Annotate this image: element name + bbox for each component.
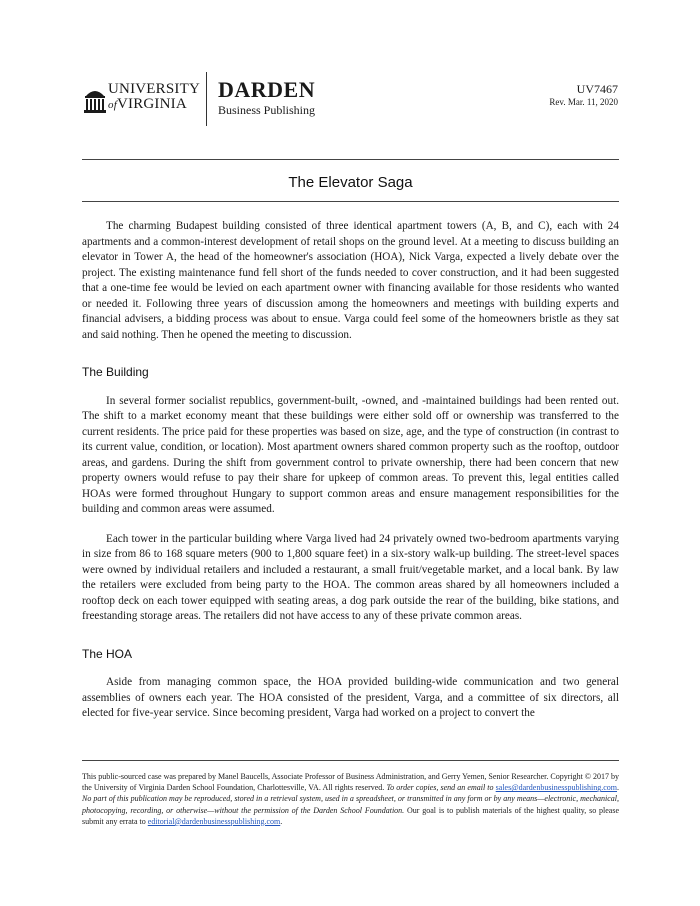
page-title: The Elevator Saga	[288, 174, 413, 191]
section-heading-building: The Building	[82, 365, 149, 379]
logo-divider	[206, 72, 207, 126]
sales-email-link[interactable]: sales@dardenbusinesspublishing.com	[495, 783, 618, 793]
section-heading-hoa: The HOA	[82, 646, 133, 661]
uva-wordmark	[108, 82, 208, 113]
intro-paragraph: The charming Budapest building consisted of three identical apartment towers (A, B, and C), each with 24 apartments and a common-interest development of retail shops on the ground level. At a meeting to discuss building an elevator in Tower A, the head of the homeowner's association (HOA), Nick Varga, expected a lively debate over the project. The existing maintenance fund fell short of the funds needed to cover construction, and it had been suggested that a one-time fee would be levied on each apartment owner with financing available for those residents who wanted or needed it. Following three years of discussion among the homeowners and meetings with building experts and financial advisers, a bidding process was about to ensue. Varga could feel some of the homeowners bristle as they sat and said nothing. Then he opened the meeting to discussion.	[82, 220, 619, 341]
hoa-paragraph-1: Aside from managing common space, the HOA provided building-wide communication and two general assemblies of owners each year. The HOA consisted of the president, Varga, and a committee of six directors, all elected for five-year service. Since becoming president, Varga had worked on a project to convert the	[82, 676, 619, 719]
uva-line2: VIRGINIA	[116, 96, 187, 112]
rotunda-icon	[84, 84, 106, 114]
building-paragraph-1: In several former socialist republics, government-built, -owned, and -maintained buildings had been rented out. The shift to a market economy meant that these buildings were either sold off or ownership was transferred to the current residents. The price paid for these properties was based on size, age, and the type of construction (in contrast to its current value, condition, or location). Most apartment owners shared common property such as the rooftop, outdoor areas, and gardens. During the shift from government control to private ownership, there had been concern that new property owners would refuse to pay their share for upkeep of common areas. To prevent this, legal entities called HOAs were formed throughout Hungary to support common areas and ensure management responsibilities for the building and common areas were assumed.	[82, 394, 619, 515]
footer-rule	[82, 760, 619, 761]
footer-rights-text: No part of this publication may be reproduced, stored in a retrieval system, used in a spreadsheet, or transmitted in any form or by any means—electronic, mechanical, photocopying, recording, or otherwise—without the permission of the Darden School Foundation.	[82, 794, 619, 815]
uva-of: of	[108, 99, 117, 111]
case-identifier	[549, 82, 618, 108]
building-paragraph-2: Each tower in the particular building where Varga lived had 24 privately owned two-bedroom apartments varying in size from 86 to 168 square meters (900 to 1,800 square feet) in a six-story walk-up building. The street-level spaces were owned by individual retailers and included a restaurant, a small fruit/vegetable market, and a local bank. By law the retailers were excluded from being party to the HOA. The common areas shared by all homeowners included a rooftop deck on each tower equipped with seating areas, a dog park outside the rear of the building, bike stations, and freestanding storage areas. The retailers did not have access to any of these private common areas.	[82, 532, 619, 622]
editorial-email-link[interactable]: editorial@dardenbusinesspublishing.com	[147, 816, 281, 826]
footer-copyright-text: This public-sourced case was prepared by Manel Baucells, Associate Professor of Business Administration, and Gerry Yemen, Senior Researcher. Copyright © 2017 by the University of Virginia Darden School Foundation, Charlottesville, VA. All rights reserved.	[82, 772, 619, 793]
title-rule	[82, 201, 619, 202]
copyright-footer: This public-sourced case was prepared by Manel Baucells, Associate Professor of Business Administration, and Gerry Yemen, Senior Researcher. Copyright © 2017 by the University of Virginia Darden School Foundation, Charlottesville, VA. All rights reserved. To order copies, send an email to sales@dardenbusinesspublishing.com. No part of this publication may be reproduced, stored in a retrieval system, used in a spreadsheet, or transmitted in any form or by any means—electronic, mechanical, photocopying, recording, or otherwise—without the permission of the Darden School Foundation. Our goal is to publish materials of the highest quality, so please submit any errata to editorial@dardenbusinesspublishing.com.	[82, 772, 620, 826]
revision-date: Rev. Mar. 11, 2020	[549, 97, 618, 107]
darden-title: DARDEN	[218, 77, 316, 102]
document-body	[82, 219, 619, 722]
uva-logo	[84, 80, 204, 120]
uva-line1: UNIVERSITY	[108, 81, 200, 97]
footer-order-text: To order copies, send an email to	[386, 783, 494, 793]
footer-errata-text: Our goal is to publish materials of the highest quality, so please submit any errata to	[82, 805, 620, 826]
case-number: UV7467	[576, 82, 618, 96]
header-rule	[82, 159, 619, 160]
darden-subtitle: Business Publishing	[218, 103, 316, 117]
